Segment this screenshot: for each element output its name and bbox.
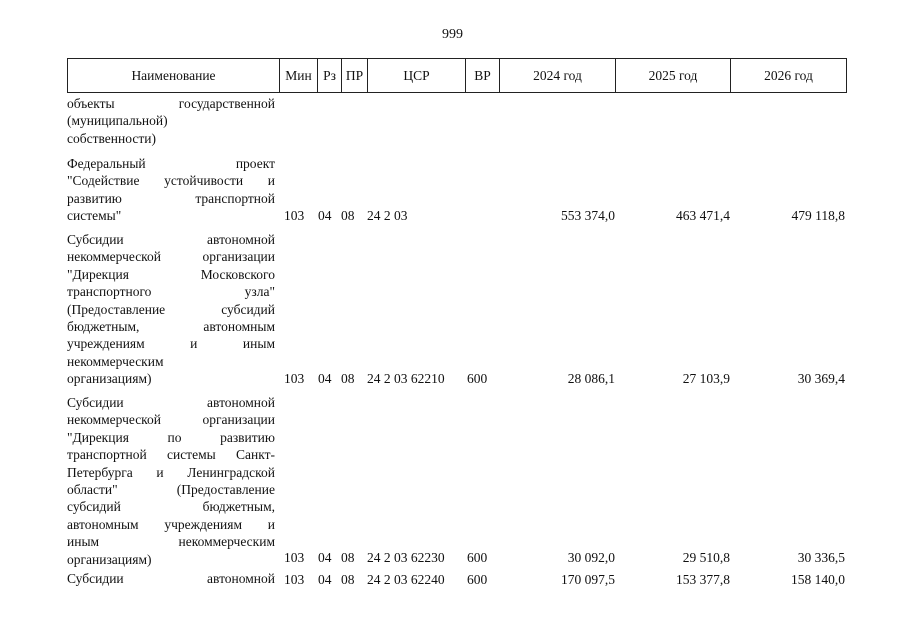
header-vr: ВР: [466, 59, 500, 92]
table-header: [67, 58, 847, 93]
cell-min: 103: [284, 371, 305, 386]
name-line: некоммерческой организации: [67, 249, 275, 265]
header-2024: 2024 год: [500, 59, 616, 92]
table-row: [67, 95, 847, 147]
table-row: [67, 231, 847, 387]
name-line: "Содействие устойчивости и: [67, 173, 275, 189]
cell-2026: 479 118,8: [791, 208, 845, 223]
name-line: некоммерческим: [67, 353, 164, 369]
name-line: Субсидии автономной: [67, 571, 275, 586]
cell-2024: 28 086,1: [567, 371, 615, 386]
cell-csr: 24 2 03: [367, 208, 408, 223]
cell-rz: 04: [318, 371, 332, 386]
name-line: организациям): [67, 551, 152, 567]
name-line: "Дирекция Московского: [67, 266, 275, 282]
row-name: [67, 570, 275, 587]
cell-vr: 600: [467, 371, 488, 386]
name-line: Федеральный проект: [67, 156, 275, 171]
header-pr: ПР: [342, 59, 368, 92]
cell-2026: 30 369,4: [797, 371, 845, 386]
cell-rz: 04: [318, 572, 332, 587]
cell-rz: 04: [318, 550, 332, 565]
header-name: Наименование: [68, 59, 280, 92]
name-line: автономным учреждениям и: [67, 516, 275, 532]
name-line: (Предоставление субсидий: [67, 301, 275, 317]
name-line: Субсидии автономной: [67, 395, 275, 410]
name-line: (муниципальной): [67, 113, 168, 129]
name-line: объекты государственной: [67, 96, 275, 111]
name-line: субсидий бюджетным,: [67, 499, 275, 515]
cell-pr: 08: [341, 208, 355, 223]
name-line: транспортной системы Санкт-: [67, 447, 275, 463]
cell-csr: 24 2 03 62210: [367, 371, 445, 386]
name-line: иным некоммерческим: [67, 534, 275, 550]
row-name: [67, 231, 275, 388]
cell-vr: 600: [467, 572, 488, 587]
name-line: "Дирекция по развитию: [67, 429, 275, 445]
page-number: 999: [442, 27, 463, 42]
table-row: [67, 155, 847, 224]
row-name: [67, 394, 275, 568]
cell-vr: 600: [467, 550, 488, 565]
header-2025: 2025 год: [616, 59, 731, 92]
header-csr: ЦСР: [368, 59, 466, 92]
cell-pr: 08: [341, 371, 355, 386]
name-line: области" (Предоставление: [67, 482, 275, 498]
row-name: [67, 95, 275, 147]
cell-2025: 463 471,4: [676, 208, 730, 223]
cell-2024: 170 097,5: [561, 572, 615, 587]
cell-2024: 30 092,0: [567, 550, 615, 565]
header-min: Мин: [280, 59, 318, 92]
cell-pr: 08: [341, 550, 355, 565]
name-line: организациям): [67, 371, 152, 387]
name-line: Субсидии автономной: [67, 232, 275, 247]
table-row: [67, 570, 847, 588]
cell-2025: 153 377,8: [676, 572, 730, 587]
name-line: развитию транспортной: [67, 190, 275, 206]
cell-2026: 30 336,5: [797, 550, 845, 565]
name-line: транспортного узла": [67, 284, 275, 300]
name-line: собственности): [67, 130, 156, 146]
cell-2026: 158 140,0: [791, 572, 845, 587]
cell-2024: 553 374,0: [561, 208, 615, 223]
cell-min: 103: [284, 572, 305, 587]
cell-2025: 27 103,9: [682, 371, 730, 386]
cell-rz: 04: [318, 208, 332, 223]
header-rz: Рз: [318, 59, 342, 92]
cell-pr: 08: [341, 572, 355, 587]
table-row: [67, 394, 847, 566]
cell-min: 103: [284, 208, 305, 223]
name-line: учреждениям и иным: [67, 336, 275, 352]
cell-csr: 24 2 03 62240: [367, 572, 445, 587]
row-name: [67, 155, 275, 225]
name-line: системы": [67, 208, 122, 224]
cell-min: 103: [284, 550, 305, 565]
name-line: бюджетным, автономным: [67, 319, 275, 335]
name-line: некоммерческой организации: [67, 412, 275, 428]
cell-csr: 24 2 03 62230: [367, 550, 445, 565]
cell-2025: 29 510,8: [682, 550, 730, 565]
header-2026: 2026 год: [764, 68, 813, 83]
name-line: Петербурга и Ленинградской: [67, 464, 275, 480]
